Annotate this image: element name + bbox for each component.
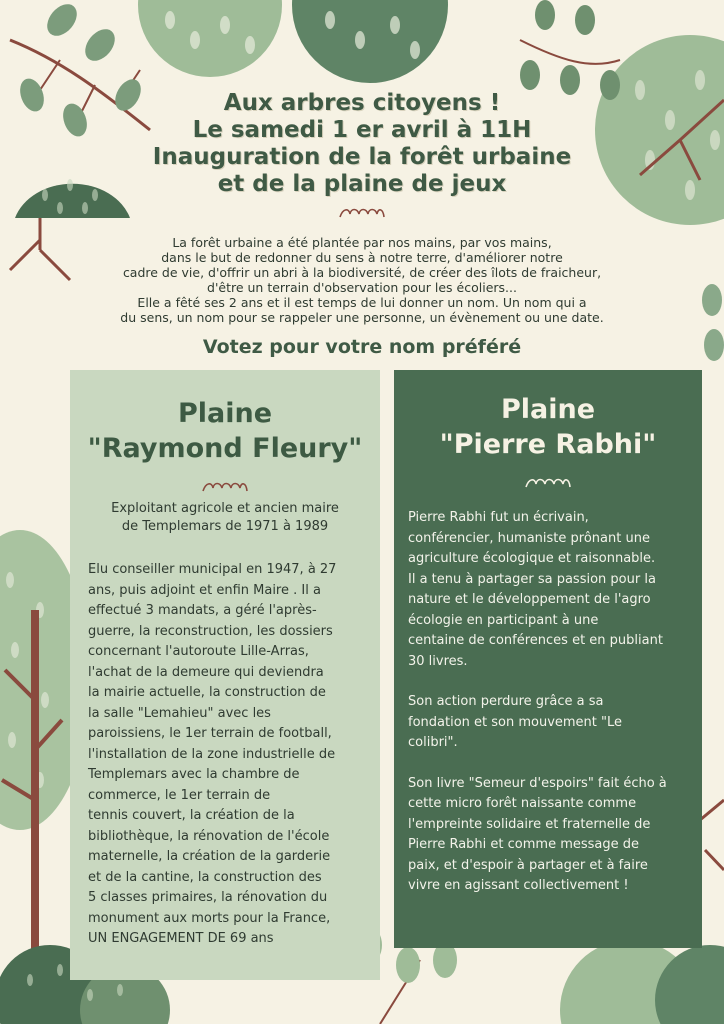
- candidate-name-line: Plaine: [500, 394, 596, 425]
- title-line: Aux arbres citoyens !: [223, 90, 501, 116]
- title-line: Inauguration de la forêt urbaine: [152, 144, 572, 170]
- bio-line: colibri".: [408, 735, 458, 750]
- candidate-name-line: Plaine: [177, 398, 273, 429]
- intro-line: dans le but de redonner du sens à notre terre, d'améliorer notre: [161, 250, 563, 265]
- candidate-name-line: "Pierre Rabhi": [439, 429, 657, 460]
- intro-line: Elle a fêté ses 2 ans et il est temps de lui donner un nom. Un nom qui a: [137, 295, 587, 310]
- bio-line: et de la cantine, la construction des: [88, 869, 322, 885]
- bio-line: fondation et son mouvement "Le: [408, 714, 623, 730]
- bio-line: ans, puis adjoint et enfin Maire . Il a: [88, 582, 321, 598]
- bio-line: paix, et d'espoir à partager et à faire: [408, 857, 648, 873]
- leafy-branch-icon: [520, 0, 620, 100]
- bio-line: Il a tenu à partager sa passion pour la: [408, 571, 656, 587]
- round-tree-icon: [138, 0, 448, 83]
- candidate-name: [394, 392, 702, 462]
- candidate-card-raymond-fleury: [70, 370, 380, 980]
- bio-line: centaine de conférences et en publiant: [408, 633, 663, 648]
- bio-line: tennis couvert, la création de la: [88, 808, 295, 823]
- bio-line: agriculture écologique et raisonnable.: [408, 551, 656, 566]
- bio-line: l'installation de la zone industrielle de: [88, 746, 336, 762]
- candidate-bio: [88, 560, 336, 950]
- bio-line: nature et le développement de l'agro: [408, 592, 651, 607]
- bio-line: vivre en agissant collectivement !: [408, 878, 629, 893]
- event-title: [0, 90, 724, 220]
- subtitle-line: Exploitant agricole et ancien maire: [111, 501, 339, 516]
- bio-line: bibliothèque, la rénovation de l'école: [88, 828, 330, 844]
- candidate-subtitle: [70, 500, 380, 536]
- bio-line: maternelle, la création de la garderie: [88, 849, 331, 864]
- bio-line: conférencier, humaniste prônant une: [408, 530, 650, 546]
- intro-text: [0, 235, 724, 325]
- intro-line: cadre de vie, d'offrir un abri à la biodiversité, de créer des îlots de fraicheur,: [122, 265, 602, 280]
- bio-line: écologie en participant à une: [408, 612, 599, 628]
- bio-line: l'achat de la demeure qui deviendra: [88, 664, 324, 680]
- candidate-bio: [408, 508, 667, 897]
- candidate-name: [70, 396, 380, 466]
- bio-line: commerce, le 1er terrain de: [88, 787, 271, 803]
- bio-line: la mairie actuelle, la construction de: [88, 685, 326, 700]
- bio-line: UN ENGAGEMENT DE 69 ans: [88, 931, 274, 946]
- bio-line: monument aux morts pour la France,: [88, 910, 331, 926]
- bio-line: Pierre Rabhi fut un écrivain,: [408, 510, 589, 525]
- bio-line: Templemars avec la chambre de: [88, 767, 300, 782]
- bio-line: Pierre Rabhi et comme message de: [408, 837, 640, 852]
- title-line: Le samedi 1 er avril à 11H: [192, 117, 532, 143]
- title-line: et de la plaine de jeux: [217, 171, 507, 197]
- bio-line: Son livre "Semeur d'espoirs" fait écho à: [408, 775, 667, 791]
- subtitle-line: de Templemars de 1971 à 1989: [121, 519, 329, 534]
- bio-line: Elu conseiller municipal en 1947, à 27: [88, 562, 337, 577]
- vote-heading: Votez pour votre nom préféré: [202, 336, 522, 358]
- bio-line: paroissiens, le 1er terrain de football,: [88, 726, 332, 741]
- bio-line: cette micro forêt naissante comme: [408, 796, 637, 811]
- squiggle-divider-icon: [337, 206, 387, 220]
- intro-line: du sens, un nom pour se rappeler une personne, un évènement ou une date.: [120, 310, 604, 325]
- bio-line: guerre, la reconstruction, les dossiers: [88, 623, 333, 639]
- bio-line: concernant l'autoroute Lille-Arras,: [88, 644, 309, 659]
- bio-line: l'empreinte solidaire et fraternelle de: [408, 816, 651, 832]
- squiggle-divider-icon: [200, 480, 250, 494]
- bio-line: la salle "Lemahieu" avec les: [88, 705, 271, 721]
- bio-line: Son action perdure grâce a sa: [408, 694, 604, 709]
- bio-line: 30 livres.: [408, 653, 468, 669]
- candidate-card-pierre-rabhi: [394, 370, 702, 948]
- squiggle-divider-icon: [523, 476, 573, 490]
- bio-line: effectué 3 mandats, a géré l'après-: [88, 603, 317, 618]
- intro-line: d'être un terrain d'observation pour les écoliers...: [207, 280, 517, 295]
- intro-line: La forêt urbaine a été plantée par nos mains, par vos mains,: [172, 235, 552, 250]
- bio-line: 5 classes primaires, la rénovation du: [88, 890, 328, 905]
- candidate-name-line: "Raymond Fleury": [87, 433, 363, 464]
